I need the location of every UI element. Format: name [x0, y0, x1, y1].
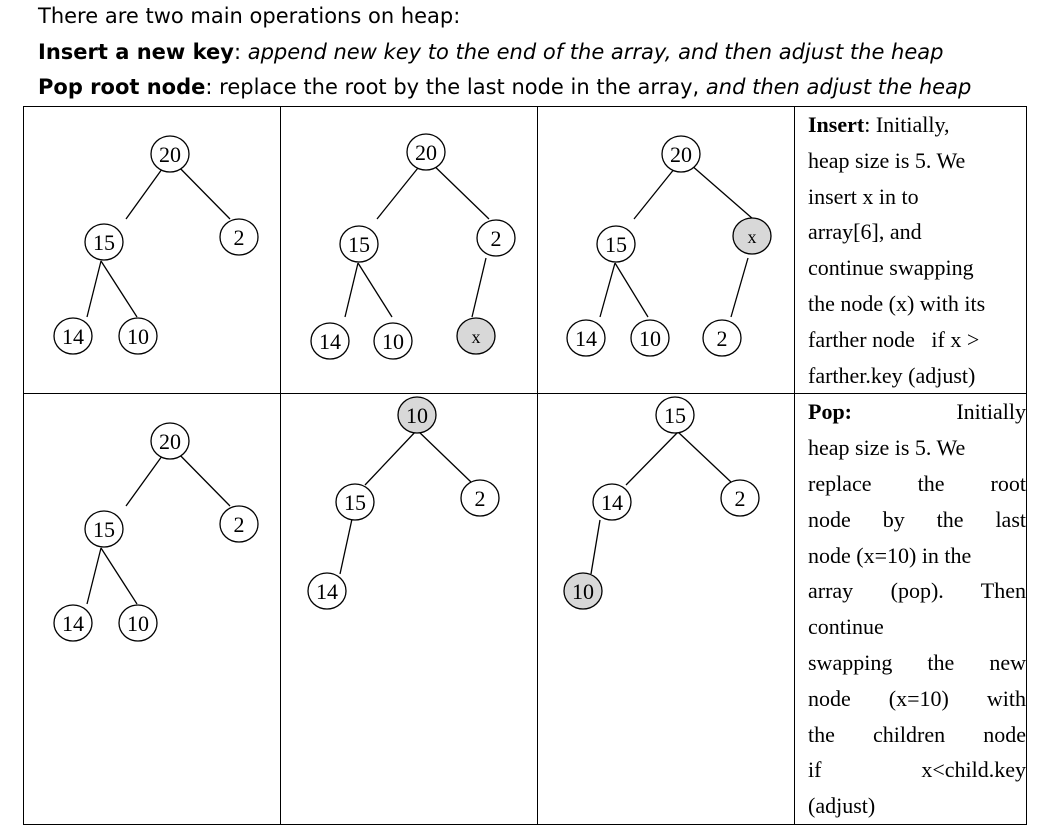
pop-desc-line: node (x=10) with	[808, 685, 1026, 711]
pop-desc-line: continue	[808, 614, 884, 640]
heap-operations-table	[23, 106, 1027, 825]
pop-definition-text: replace the root by the last node in the array,	[219, 75, 700, 99]
pop-desc-line: the children node	[808, 721, 1026, 747]
heap-node	[220, 219, 258, 255]
pop-step-2-cell	[281, 394, 538, 825]
pop-desc-line: (adjust)	[808, 793, 876, 819]
svg-text:14: 14	[316, 579, 338, 605]
insert-step-3-cell	[538, 107, 795, 394]
pop-desc-line: heap size is 5. We	[808, 435, 966, 461]
pop-definition-italic: and then adjust the heap	[699, 75, 972, 99]
insert-desc-line: insert x in to	[808, 183, 919, 209]
heap-node	[597, 226, 635, 262]
insert-step-1-tree	[24, 107, 280, 393]
svg-text:x: x	[471, 327, 481, 347]
heap-node	[85, 224, 123, 260]
heap-node	[336, 484, 374, 520]
svg-text:2: 2	[233, 225, 245, 250]
heap-node	[85, 511, 123, 547]
heap-node	[477, 220, 515, 256]
insert-desc-line: Insert: Initially,	[808, 112, 950, 137]
heap-node-highlighted	[457, 318, 495, 354]
pop-desc-line: Pop: Initially	[808, 399, 1026, 425]
heap-node	[662, 136, 700, 172]
svg-text:x: x	[747, 227, 757, 247]
svg-text:2: 2	[233, 512, 245, 538]
insert-step-2-cell	[281, 107, 538, 394]
heap-node	[593, 484, 631, 520]
heap-node	[340, 226, 378, 262]
heap-node	[308, 573, 346, 609]
pop-desc-line: replace the root	[808, 470, 1026, 496]
heap-node	[54, 605, 92, 641]
heap-node	[151, 423, 189, 459]
pop-step-2-tree	[281, 394, 537, 823]
heap-node	[407, 134, 445, 170]
svg-text:15: 15	[664, 403, 686, 429]
pop-description	[795, 394, 1027, 825]
svg-text:10: 10	[382, 329, 404, 354]
pop-desc-line: node by the last	[808, 506, 1026, 532]
pop-step-1-tree	[24, 394, 280, 823]
insert-step-3-tree	[538, 107, 794, 393]
heap-node-highlighted	[398, 397, 436, 433]
insert-definition-label: Insert a new key	[38, 40, 234, 64]
heap-node	[119, 605, 157, 641]
insert-desc-label: Insert	[808, 112, 865, 137]
pop-step-1-cell	[24, 394, 281, 825]
svg-text:14: 14	[601, 490, 623, 516]
svg-text:20: 20	[159, 429, 181, 455]
svg-text:10: 10	[127, 324, 149, 349]
heap-node	[461, 480, 499, 516]
svg-text:2: 2	[490, 226, 502, 251]
heap-node	[374, 323, 412, 359]
svg-text:15: 15	[93, 517, 115, 543]
heap-node	[119, 318, 157, 354]
pop-step-3-cell	[538, 394, 795, 825]
heap-node	[631, 320, 669, 356]
svg-text:10: 10	[639, 326, 661, 351]
svg-text:10: 10	[127, 611, 149, 637]
pop-step-3-tree	[538, 394, 794, 823]
svg-text:2: 2	[474, 486, 486, 512]
insert-desc-line: array[6], and	[808, 219, 922, 245]
insert-desc-line: continue swapping	[808, 255, 974, 281]
heap-node-highlighted	[733, 218, 771, 254]
svg-text:10: 10	[572, 579, 594, 605]
insert-desc-line: farther.key (adjust)	[808, 362, 976, 388]
heap-node	[151, 136, 189, 172]
svg-text:20: 20	[670, 142, 692, 167]
svg-text:15: 15	[348, 232, 370, 257]
svg-text:2: 2	[716, 326, 728, 351]
heap-node	[220, 506, 258, 542]
svg-text:15: 15	[93, 230, 115, 255]
pop-definition-sep: :	[205, 75, 220, 99]
svg-text:20: 20	[159, 142, 181, 167]
insert-definition-sep: :	[233, 40, 248, 64]
insert-definition-text: append new key to the end of the array, and then adjust the heap	[247, 40, 944, 64]
heap-node	[311, 323, 349, 359]
svg-text:14: 14	[319, 329, 341, 354]
svg-text:20: 20	[415, 140, 437, 165]
heap-node	[721, 480, 759, 516]
insert-desc-line: farther node if x >	[808, 326, 980, 352]
heap-node	[656, 397, 694, 433]
pop-row	[24, 394, 1027, 825]
svg-text:15: 15	[605, 232, 627, 257]
pop-desc-line: swapping the new	[808, 649, 1026, 675]
heap-node	[703, 320, 741, 356]
pop-definition-label: Pop root node	[38, 75, 206, 99]
svg-text:2: 2	[734, 486, 746, 512]
insert-desc-line: the node (x) with its	[808, 290, 986, 316]
svg-text:14: 14	[575, 326, 597, 351]
insert-step-1-cell	[24, 107, 281, 394]
insert-description	[795, 107, 1027, 394]
heap-node-highlighted	[564, 573, 602, 609]
insert-definition	[38, 40, 943, 64]
heap-node	[54, 318, 92, 354]
svg-text:15: 15	[344, 490, 366, 516]
pop-definition	[38, 75, 971, 99]
insert-desc-line: heap size is 5. We	[808, 147, 966, 173]
insert-row	[24, 107, 1027, 394]
insert-step-2-tree	[281, 107, 537, 393]
pop-desc-line: node (x=10) in the	[808, 542, 972, 568]
pop-desc-line: array (pop). Then	[808, 578, 1026, 604]
intro-line: There are two main operations on heap:	[38, 4, 461, 28]
heap-node	[567, 320, 605, 356]
svg-text:14: 14	[62, 611, 84, 637]
svg-text:10: 10	[406, 403, 428, 429]
pop-desc-line: if x<child.key	[808, 757, 1026, 783]
pop-desc-label: Pop:	[808, 399, 852, 425]
svg-text:14: 14	[62, 324, 84, 349]
